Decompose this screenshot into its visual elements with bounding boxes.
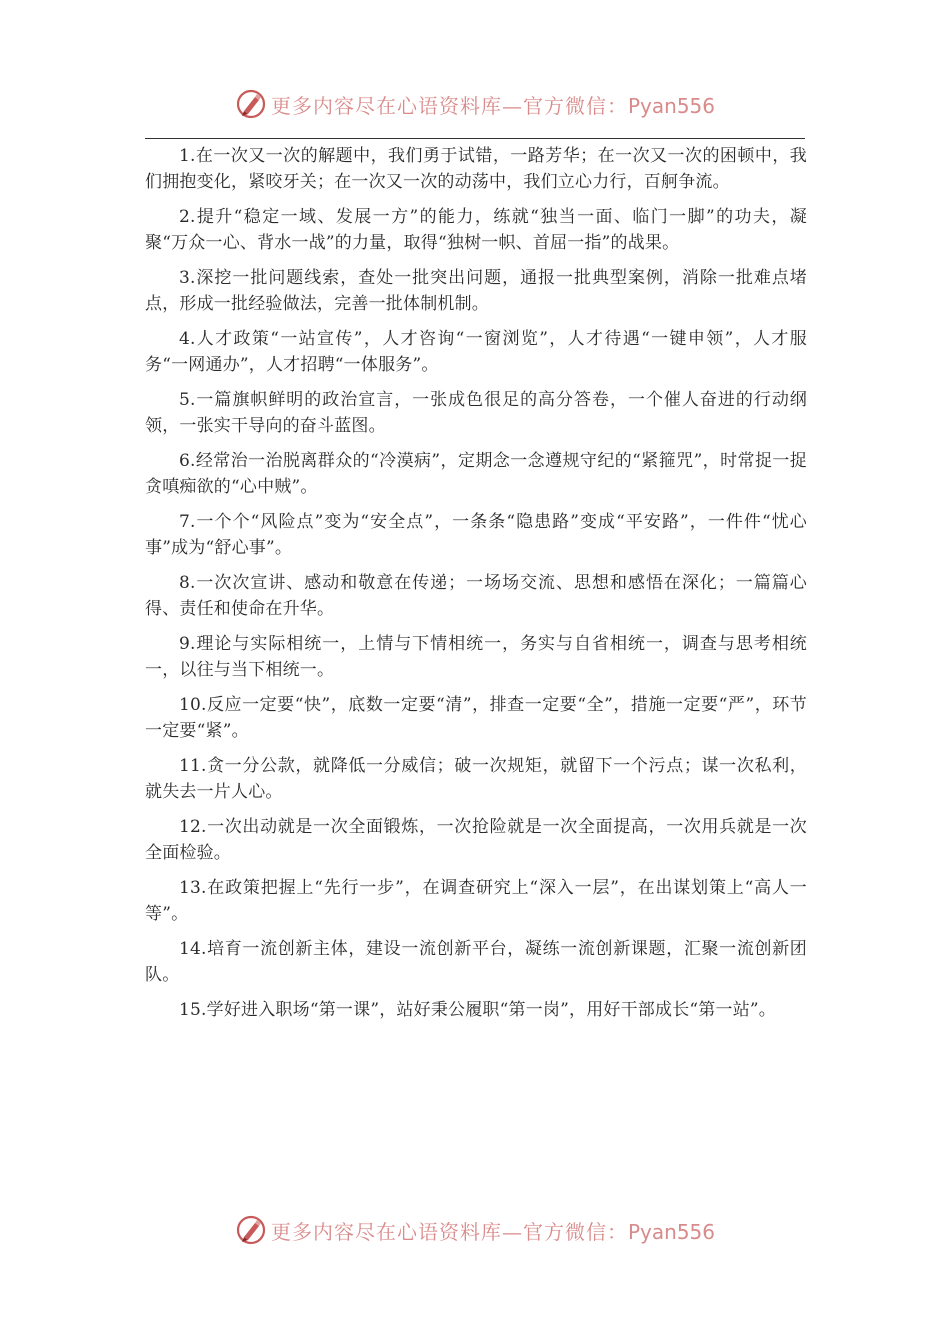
header-divider: [145, 138, 805, 139]
pen-logo-icon: [235, 88, 267, 120]
footer-banner-inner: [235, 1214, 715, 1246]
footer-text: 更多内容尽在心语资料库—官方微信：: [270, 1219, 628, 1244]
footer-banner-text: [271, 1216, 715, 1245]
paragraph-3: 3.深挖一批问题线索，查处一批突出问题，通报一批典型案例，消除一批难点堵点，形成一批经验做法，完善一批体制机制。: [145, 268, 807, 314]
header-text: 更多内容尽在心语资料库—官方微信：: [270, 93, 628, 118]
header-banner-inner: [235, 88, 715, 120]
paragraph-4: 4.人才政策“一站宣传”，人才咨询“一窗浏览”，人才待遇“一键申领”，人才服务“一网通办”，人才招聘“一体服务”。: [145, 329, 807, 375]
paragraph-8: 8.一次次宣讲、感动和敬意在传递；一场场交流、思想和感悟在深化；一篇篇心得、责任和使命在升华。: [145, 573, 807, 619]
footer-handle: Pyan556: [627, 1219, 715, 1244]
paragraph-6: 6.经常治一治脱离群众的“冷漠病”，定期念一念遵规守纪的“紧箍咒”，时常捉一捉贪嗔痴欲的“心中贼”。: [145, 451, 807, 497]
paragraph-2: 2.提升“稳定一域、发展一方”的能力，练就“独当一面、临门一脚”的功夫，凝聚“万众一心、背水一战”的力量，取得“独树一帜、首屈一指”的战果。: [145, 207, 807, 253]
document-body: [145, 144, 807, 1034]
paragraph-14: 14.培育一流创新主体，建设一流创新平台，凝练一流创新课题，汇聚一流创新团队。: [145, 939, 807, 985]
header-banner-text: [271, 90, 715, 119]
paragraph-15: 15.学好进入职场“第一课”，站好秉公履职“第一岗”，用好干部成长“第一站”。: [179, 1000, 776, 1020]
paragraph-13: 13.在政策把握上“先行一步”，在调查研究上“深入一层”，在出谋划策上“高人一等”。: [145, 878, 807, 924]
paragraph-5: 5.一篇旗帜鲜明的政治宣言，一张成色很足的高分答卷，一个催人奋进的行动纲领，一张实干导向的奋斗蓝图。: [145, 390, 807, 436]
paragraph-11: 11.贪一分公款，就降低一分威信；破一次规矩，就留下一个污点；谋一次私利，就失去一片人心。: [145, 756, 807, 802]
header-handle: Pyan556: [627, 93, 715, 118]
paragraph-10: 10.反应一定要“快”，底数一定要“清”，排查一定要“全”，措施一定要“严”，环节一定要“紧”。: [145, 695, 807, 741]
paragraph-1: 1.在一次又一次的解题中，我们勇于试错，一路芳华；在一次又一次的困顿中，我们拥抱变化，紧咬牙关；在一次又一次的动荡中，我们立心力行，百舸争流。: [145, 146, 807, 192]
paragraph-12: 12.一次出动就是一次全面锻炼，一次抢险就是一次全面提高，一次用兵就是一次全面检验。: [145, 817, 807, 863]
pen-logo-icon: [235, 1214, 267, 1246]
footer-banner: [0, 1212, 950, 1248]
header-banner: [0, 86, 950, 122]
paragraph-7: 7.一个个“风险点”变为“安全点”，一条条“隐患路”变成“平安路”，一件件“忧心事”成为“舒心事”。: [145, 512, 807, 558]
paragraph-9: 9.理论与实际相统一，上情与下情相统一，务实与自省相统一，调查与思考相统一，以往与当下相统一。: [145, 634, 807, 680]
